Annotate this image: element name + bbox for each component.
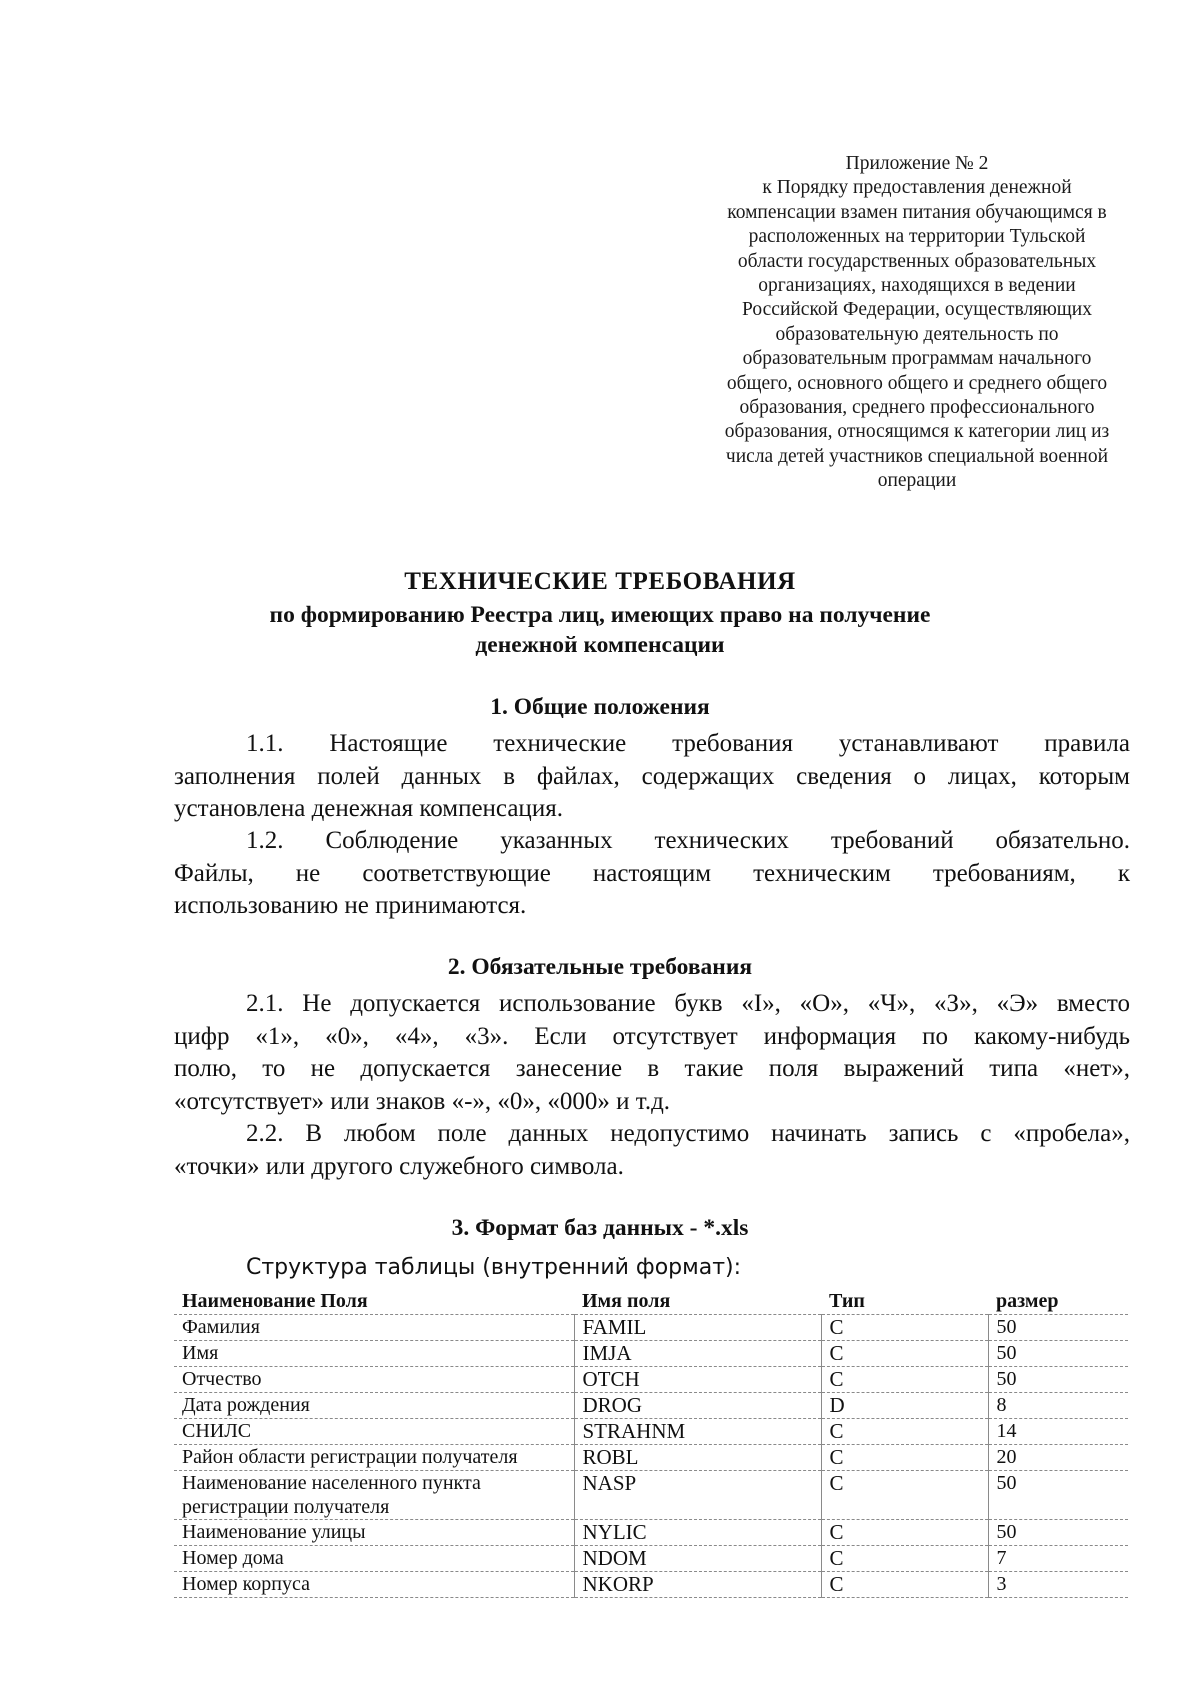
cell-field-code: NDOM <box>574 1546 821 1572</box>
annex-block <box>672 152 1162 494</box>
annex-line: организациях, находящихся в ведении <box>758 275 1076 297</box>
paragraph-line: «отсутствует» или знаков «-», «0», «000» и т.д. <box>174 1087 671 1115</box>
cell-field-name: СНИЛС <box>174 1419 574 1445</box>
paragraph-2-1 <box>174 988 1130 1118</box>
cell-field-type: C <box>821 1367 988 1393</box>
cell-field-code: NASP <box>574 1471 821 1520</box>
format-table <box>174 1289 1128 1598</box>
annex-line: образования, относящимся к категории лиц из <box>724 421 1110 443</box>
header-field-size: размер <box>988 1289 1128 1315</box>
cell-field-size: 50 <box>988 1341 1128 1367</box>
section-1-heading: 1. Общие положения <box>490 694 710 720</box>
cell-field-name: Наименование улицы <box>174 1520 574 1546</box>
table-row <box>174 1419 1128 1445</box>
table-row <box>174 1572 1128 1598</box>
paragraph-line: Файлы, не соответствующие настоящим техническим требованиям, к <box>174 859 1130 887</box>
cell-field-code: NYLIC <box>574 1520 821 1546</box>
paragraph-line: заполнения полей данных в файлах, содержащих сведения о лицах, которым <box>174 762 1130 790</box>
cell-field-size: 7 <box>988 1546 1128 1572</box>
cell-field-code: OTCH <box>574 1367 821 1393</box>
annex-line: общего, основного общего и среднего общего <box>726 372 1108 394</box>
annex-line: к Порядку предоставления денежной <box>762 177 1072 199</box>
paragraph-line: 2.2. В любом поле данных недопустимо начинать запись с «пробела», <box>246 1120 1130 1147</box>
cell-field-code: STRAHNM <box>574 1419 821 1445</box>
cell-field-size: 50 <box>988 1367 1128 1393</box>
cell-field-type: C <box>821 1445 988 1471</box>
annex-line: образовательную деятельность по <box>775 323 1059 345</box>
cell-field-type: C <box>821 1315 988 1341</box>
cell-field-name: Имя <box>174 1341 574 1367</box>
document-title: ТЕХНИЧЕСКИЕ ТРЕБОВАНИЯ <box>404 568 796 595</box>
paragraph-line: 1.1. Настоящие технические требования устанавливают правила <box>246 730 1130 757</box>
paragraph-line: «точки» или другого служебного символа. <box>174 1152 624 1180</box>
table-row <box>174 1341 1128 1367</box>
cell-field-code: ROBL <box>574 1445 821 1471</box>
table-row <box>174 1367 1128 1393</box>
paragraph-line: полю, то не допускается занесение в такие поля выражений типа «нет», <box>174 1055 1130 1082</box>
header-field-code: Имя поля <box>574 1289 821 1315</box>
cell-field-name: Номер корпуса <box>174 1572 574 1598</box>
annex-line: Российской Федерации, осуществляющих <box>742 299 1092 321</box>
annex-line: операции <box>877 470 957 492</box>
table-row <box>174 1393 1128 1419</box>
cell-field-code: IMJA <box>574 1341 821 1367</box>
table-intro: Структура таблицы (внутренний формат): <box>246 1255 742 1280</box>
table-row <box>174 1520 1128 1546</box>
table-header-row <box>174 1289 1128 1315</box>
header-field-name: Наименование Поля <box>174 1289 574 1315</box>
paragraph-line: использованию не принимаются. <box>174 892 527 919</box>
paragraph-1-1 <box>174 728 1130 826</box>
annex-line: числа детей участников специальной военной <box>725 445 1109 467</box>
cell-field-name: Наименование населенного пункта регистрации получателя <box>174 1471 574 1520</box>
cell-field-name: Фамилия <box>174 1315 574 1341</box>
cell-field-size: 20 <box>988 1445 1128 1471</box>
cell-field-size: 8 <box>988 1393 1128 1419</box>
cell-field-size: 50 <box>988 1520 1128 1546</box>
cell-field-size: 50 <box>988 1471 1128 1520</box>
paragraph-2-2 <box>174 1118 1130 1183</box>
subtitle-line: по формированию Реестра лиц, имеющих право на получение <box>269 602 931 628</box>
cell-field-name: Район области регистрации получателя <box>174 1445 574 1471</box>
table-row <box>174 1445 1128 1471</box>
table-row <box>174 1315 1128 1341</box>
annex-line: компенсации взамен питания обучающимся в <box>727 201 1107 223</box>
cell-field-code: DROG <box>574 1393 821 1419</box>
annex-line: области государственных образовательных <box>737 250 1097 272</box>
subtitle-line: денежной компенсации <box>475 632 725 658</box>
cell-field-type: D <box>821 1393 988 1419</box>
cell-field-type: C <box>821 1546 988 1572</box>
cell-field-code: FAMIL <box>574 1315 821 1341</box>
cell-field-type: C <box>821 1341 988 1367</box>
cell-field-size: 14 <box>988 1419 1128 1445</box>
annex-line: образовательным программам начального <box>742 348 1092 370</box>
cell-field-size: 3 <box>988 1572 1128 1598</box>
cell-field-type: C <box>821 1419 988 1445</box>
cell-field-type: C <box>821 1520 988 1546</box>
paragraph-line: 1.2. Соблюдение указанных технических требований обязательно. <box>246 827 1130 854</box>
paragraph-line: установлена денежная компенсация. <box>174 795 563 822</box>
document-subtitle <box>230 600 970 660</box>
cell-field-name: Номер дома <box>174 1546 574 1572</box>
table-row <box>174 1471 1128 1520</box>
header-field-type: Тип <box>821 1289 988 1315</box>
cell-field-size: 50 <box>988 1315 1128 1341</box>
cell-field-name: Отчество <box>174 1367 574 1393</box>
paragraph-line: 2.1. Не допускается использование букв «I», «О», «Ч», «З», «Э» вместо <box>246 990 1130 1017</box>
annex-line: образования, среднего профессионального <box>739 397 1095 419</box>
cell-field-type: C <box>821 1572 988 1598</box>
cell-field-type: C <box>821 1471 988 1520</box>
annex-line: Приложение № 2 <box>845 153 989 174</box>
paragraph-1-2 <box>174 825 1130 923</box>
section-2-heading: 2. Обязательные требования <box>447 954 753 980</box>
cell-field-name: Дата рождения <box>174 1393 574 1419</box>
annex-line: расположенных на территории Тульской <box>748 226 1086 248</box>
table-row <box>174 1546 1128 1572</box>
paragraph-line: цифр «1», «0», «4», «3». Если отсутствует информация по какому-нибудь <box>174 1022 1130 1050</box>
section-3-heading: 3. Формат баз данных - *.xls <box>451 1215 749 1241</box>
cell-field-code: NKORP <box>574 1572 821 1598</box>
